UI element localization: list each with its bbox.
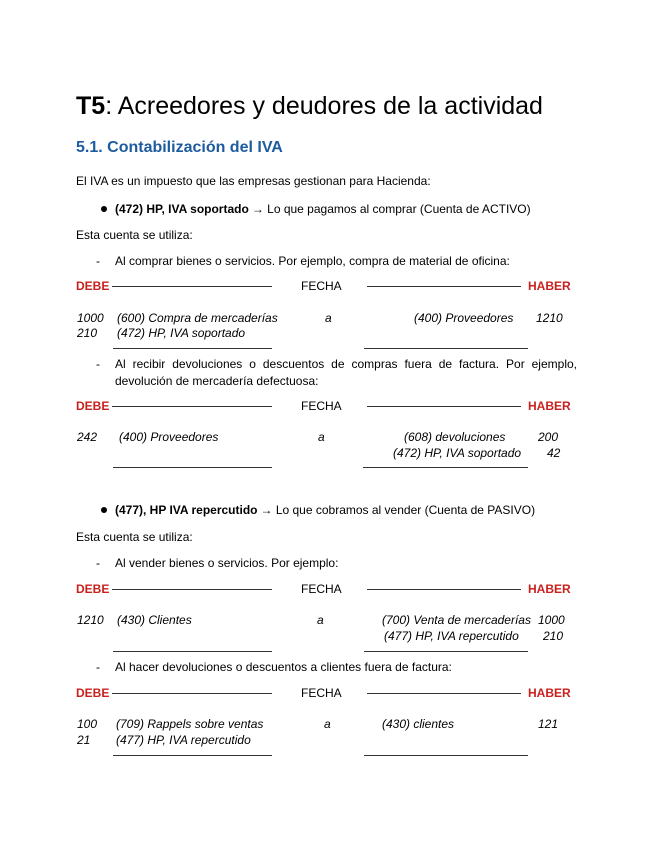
haber-label: HABER <box>528 399 571 413</box>
title-text: : Acreedores y deudores de la actividad <box>105 92 543 120</box>
debit-amount: 242 <box>77 430 98 444</box>
debit-account: (472) HP, IVA soportado <box>117 326 246 340</box>
entry-underline <box>364 755 528 756</box>
header-rule <box>112 589 272 590</box>
usage-intro: Esta cuenta se utiliza: <box>76 228 193 242</box>
case-text: Al comprar bienes o servicios. Por ejemplo, compra de material de oficina: <box>115 254 510 268</box>
header-rule <box>112 286 272 287</box>
connector: a <box>325 311 332 325</box>
debit-account: (430) Clientes <box>117 613 192 627</box>
credit-account: (700) Venta de mercaderías <box>382 613 531 627</box>
credit-amount: 1210 <box>536 311 563 325</box>
credit-account: (608) devoluciones <box>404 430 506 444</box>
list-marker: - <box>96 556 100 570</box>
debe-label: DEBE <box>76 582 110 596</box>
debit-account: (600) Compra de mercaderías <box>117 311 278 325</box>
header-rule <box>112 406 272 407</box>
journal-row <box>0 445 655 461</box>
journal-row <box>0 716 655 732</box>
header-rule <box>112 693 272 694</box>
credit-account: (430) clientes <box>382 717 455 731</box>
debe-label: DEBE <box>76 399 110 413</box>
haber-label: HABER <box>528 686 571 700</box>
list-marker: - <box>96 357 100 371</box>
header-rule <box>367 286 521 287</box>
journal-row <box>0 612 655 628</box>
header-rule <box>367 406 521 407</box>
account-description: → Lo que pagamos al comprar (Cuenta de ACTIVO) <box>251 202 531 216</box>
entry-underline <box>363 467 528 468</box>
header-rule <box>367 693 521 694</box>
account-bullet-477 <box>115 502 535 518</box>
header-rule <box>367 589 521 590</box>
debit-amount: 100 <box>77 717 98 731</box>
debit-account: (477) HP, IVA repercutido <box>116 733 251 747</box>
bullet-icon <box>101 206 107 212</box>
case-text: Al vender bienes o servicios. Por ejemplo: <box>115 556 339 570</box>
journal-row <box>0 429 655 445</box>
credit-account: (400) Proveedores <box>414 311 514 325</box>
debit-account: (400) Proveedores <box>119 430 219 444</box>
credit-amount: 210 <box>543 629 564 643</box>
entry-underline <box>364 651 528 652</box>
list-marker: - <box>96 660 100 674</box>
credit-amount: 121 <box>538 717 559 731</box>
fecha-label: FECHA <box>301 582 342 596</box>
journal-row <box>0 310 655 326</box>
debit-amount: 1210 <box>77 613 104 627</box>
case-text: Al hacer devoluciones o descuentos a clientes fuera de factura: <box>115 660 452 674</box>
list-marker: - <box>96 254 100 268</box>
haber-label: HABER <box>528 279 571 293</box>
debe-label: DEBE <box>76 279 110 293</box>
journal-row <box>0 325 655 341</box>
debit-account: (709) Rappels sobre ventas <box>116 717 264 731</box>
fecha-label: FECHA <box>301 686 342 700</box>
journal-row <box>0 732 655 748</box>
credit-amount: 200 <box>538 430 559 444</box>
debit-amount: 21 <box>77 733 91 747</box>
title-code: T5 <box>76 92 106 120</box>
debit-amount: 210 <box>77 326 98 340</box>
fecha-label: FECHA <box>301 399 342 413</box>
account-description: → Lo que cobramos al vender (Cuenta de PASIVO) <box>260 503 536 517</box>
connector: a <box>324 717 331 731</box>
credit-account: (477) HP, IVA repercutido <box>384 629 519 643</box>
credit-account: (472) HP, IVA soportado <box>393 446 522 460</box>
account-name: (472) HP, IVA soportado <box>115 202 249 216</box>
entry-underline <box>113 467 272 468</box>
entry-underline <box>113 651 272 652</box>
connector: a <box>317 613 324 627</box>
bullet-icon <box>101 507 107 513</box>
usage-intro: Esta cuenta se utiliza: <box>76 530 193 544</box>
credit-amount: 1000 <box>538 613 565 627</box>
entry-underline <box>364 348 528 349</box>
debit-amount: 1000 <box>77 311 104 325</box>
entry-underline <box>113 755 272 756</box>
haber-label: HABER <box>528 582 571 596</box>
account-name: (477), HP IVA repercutido <box>115 503 258 517</box>
document-title <box>76 91 543 121</box>
credit-amount: 42 <box>547 446 561 460</box>
case-text: Al recibir devoluciones o descuentos de compras fuera de factura. Por ejemplo, devolución de mercadería defectuosa: <box>115 357 577 388</box>
section-heading: 5.1. Contabilización del IVA <box>76 139 283 156</box>
fecha-label: FECHA <box>301 279 342 293</box>
entry-underline <box>113 348 272 349</box>
account-bullet-472 <box>115 201 531 217</box>
debe-label: DEBE <box>76 686 110 700</box>
connector: a <box>318 430 325 444</box>
intro-paragraph: El IVA es un impuesto que las empresas gestionan para Hacienda: <box>76 174 431 188</box>
journal-row <box>0 628 655 644</box>
